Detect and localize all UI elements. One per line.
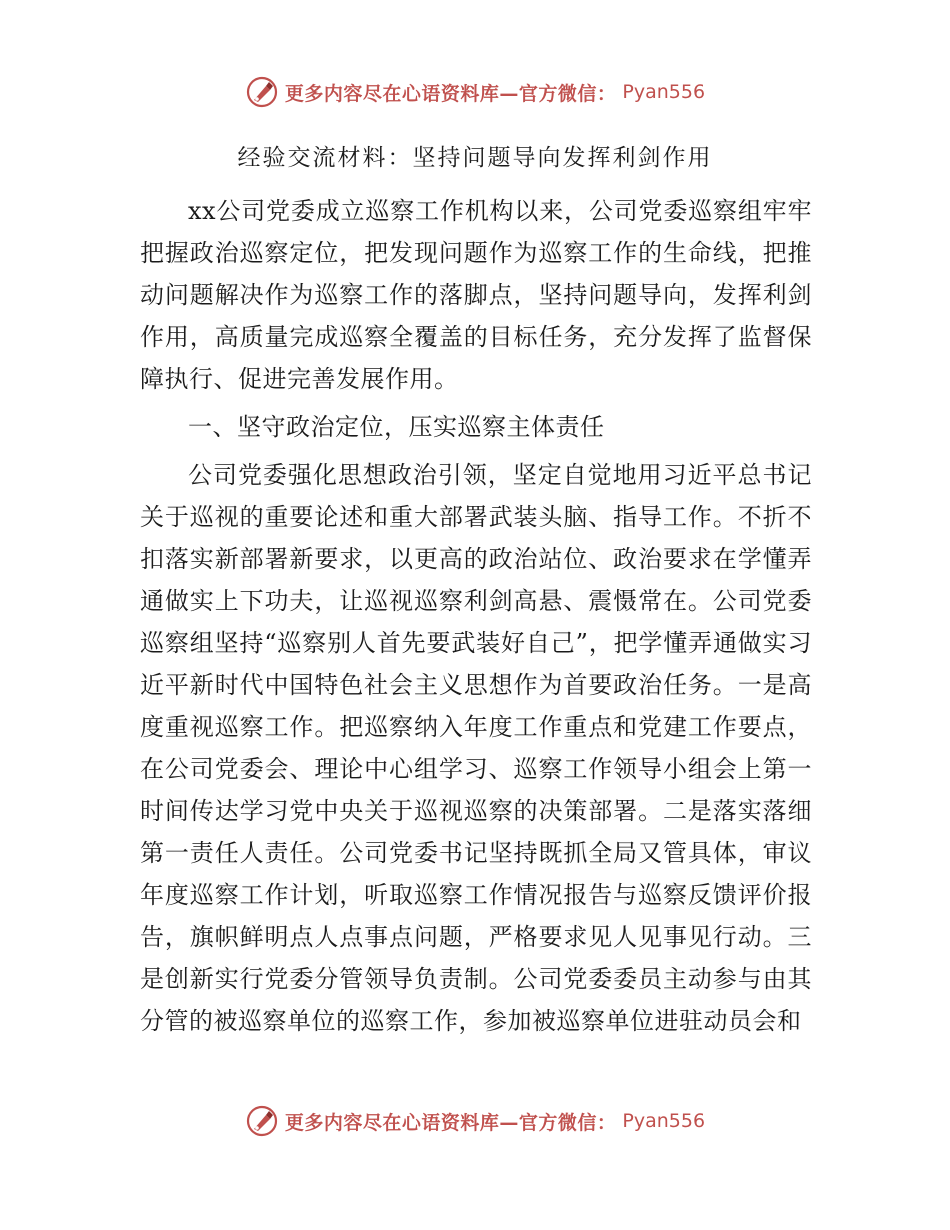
banner-text: 更多内容尽在心语资料库—官方微信：	[284, 82, 617, 105]
footer-banner	[0, 1101, 950, 1141]
pen-nib-logo-icon	[245, 75, 279, 109]
pen-nib-logo-icon	[245, 1104, 279, 1138]
intro-paragraph: xx公司党委成立巡察工作机构以来，公司党委巡察组牢牢把握政治巡察定位，把发现问题作为巡察工作的生命线，把推动问题解决作为巡察工作的落脚点，坚持问题导向，发挥利剑作用，高质量完成巡察全覆盖的目标任务，充分发挥了监督保障执行、促进完善发展作用。	[140, 197, 812, 393]
banner-wechat-id: Pyan556	[622, 1110, 706, 1132]
section-paragraph: 公司党委强化思想政治引领，坚定自觉地用习近平总书记关于巡视的重要论述和重大部署武装头脑、指导工作。不折不扣落实新部署新要求，以更高的政治站位、政治要求在学懂弄通做实上下功夫，让巡视巡察利剑高悬、震慑常在。公司党委巡察组坚持“巡察别人首先要武装好自己”，把学懂弄通做实习近平新时代中国特色社会主义思想作为首要政治任务。一是高度重视巡察工作。把巡察纳入年度工作重点和党建工作要点，在公司党委会、理论中心组学习、巡察工作领导小组会上第一时间传达学习党中央关于巡视巡察的决策部署。二是落实落细第一责任人责任。公司党委书记坚持既抓全局又管具体，审议年度巡察工作计划，听取巡察工作情况报告与巡察反馈评价报告，旗帜鲜明点人点事点问题，严格要求见人见事见行动。三是创新实行党委分管领导负责制。公司党委委员主动参与由其分管的被巡察单位的巡察工作，参加被巡察单位进驻动员会和	[140, 461, 812, 1035]
document-body	[140, 190, 812, 1048]
document-title: 经验交流材料：坚持问题导向发挥利剑作用	[237, 145, 713, 171]
banner-text: 更多内容尽在心语资料库—官方微信：	[284, 1111, 617, 1134]
banner-wechat-id: Pyan556	[622, 81, 706, 103]
header-banner	[0, 72, 950, 112]
section-heading: 一、坚守政治定位，压实巡察主体责任	[188, 413, 605, 441]
